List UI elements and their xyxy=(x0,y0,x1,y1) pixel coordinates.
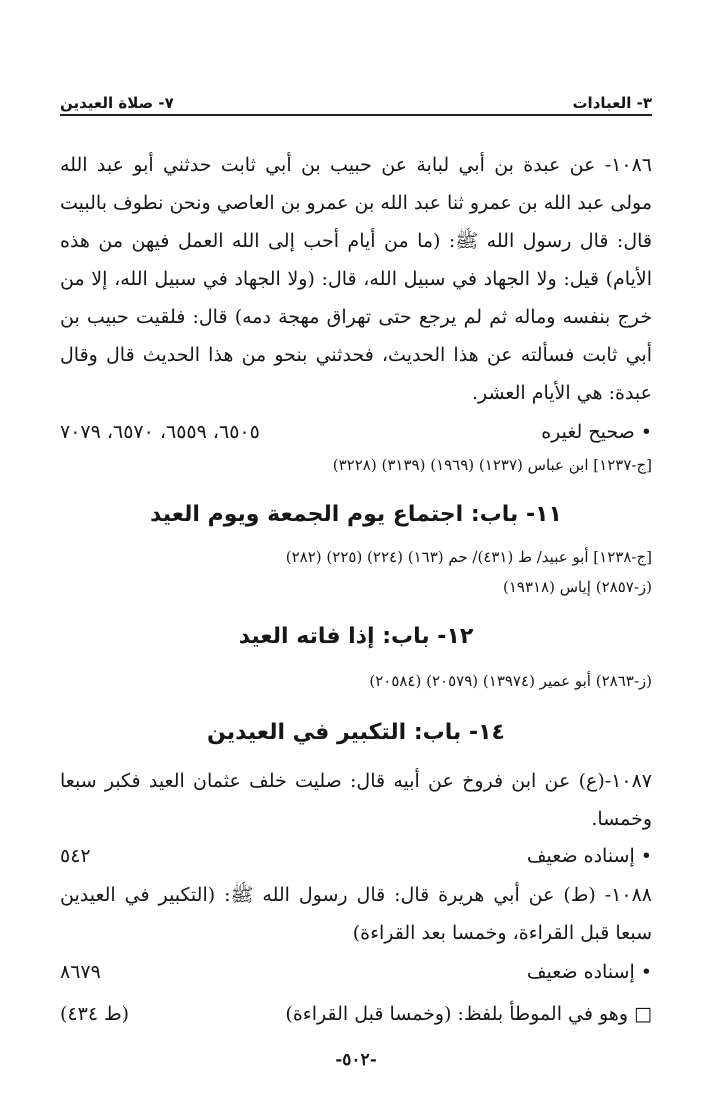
hadith-1086-text: ١٠٨٦- عن عبدة بن أبي لبابة عن حبيب بن أبي ثابت حدثني أبو عبد الله مولى عبد الله بن عمرو ثنا عبد الله بن عمرو بن العاصي ونحن نطوف بالبيت قال: قال رسول الله ﷺ: (ما من أيام أحب إلى الله العمل فيهن من هذه الأيام) قيل: ولا الجهاد في سبيل الله، قال: (ولا الجهاد في سبيل الله، إلا من خرج بنفسه وماله ثم لم يرجع حتى تهراق مهجة دمه) قال: فلقيت حبيب بن أبي ثابت فسألته عن هذا الحديث، فحدثني بنحو من هذا الحديث قال وقال عبدة: هي الأيام العشر. xyxy=(60,154,652,404)
chapter-11-title: ١١- باب: اجتماع يوم الجمعة ويوم العيد xyxy=(150,502,562,527)
hadith-1087-refs: ٥٤٢ xyxy=(60,845,91,867)
chapter-11-line-2: (ز-٢٨٥٧) إياس (١٩٣١٨) xyxy=(502,578,652,596)
chapter-12-line-1: (ز-٢٨٦٣) أبو عمير (١٣٩٧٤) (٢٠٥٧٩) (٢٠٥٨٤) xyxy=(369,672,652,690)
hadith-1088-note-ref: (ط ٤٣٤) xyxy=(60,1003,130,1025)
hadith-1088-note: □ وهو في الموطأ بلفظ: (وخمسا قبل القراءة) xyxy=(285,1003,652,1025)
hadith-1088-grade-row xyxy=(60,954,652,990)
hadith-1088-refs: ٨٦٧٩ xyxy=(60,961,101,983)
header-chapter-title: ٧- صلاة العيدين xyxy=(60,94,174,112)
hadith-1087-text: ١٠٨٧-(ع) عن ابن فروخ عن أبيه قال: صليت خلف عثمان العيد فكبر سبعا وخمسا. xyxy=(60,770,652,830)
chapter-11-line-1: [ج-١٢٣٨] أبو عبيد/ ط (٤٣١)/ حم (١٦٣) (٢٢٤) (٢٢٥) (٢٨٢) xyxy=(285,548,652,566)
page-number: -٥٠٢- xyxy=(335,1050,377,1070)
hadith-1088-grade: • إسناده ضعيف xyxy=(526,961,652,983)
hadith-1086-grade-row xyxy=(60,414,652,450)
hadith-1086-sources: [ج-١٢٣٧] ابن عباس (١٢٣٧) (١٩٦٩) (٣١٣٩) (٣٢٢٨) xyxy=(332,456,652,474)
header-section-title: ٣- العبادات xyxy=(572,94,652,112)
running-header xyxy=(60,78,652,112)
header-divider xyxy=(60,114,652,116)
hadith-1086-refs: ٦٥٠٥، ٦٥٥٩، ٦٥٧٠، ٧٠٧٩ xyxy=(60,421,260,443)
chapter-12-title: ١٢- باب: إذا فاته العيد xyxy=(238,624,474,649)
hadith-1088-text: ١٠٨٨- (ط) عن أبي هريرة قال: قال رسول الله ﷺ: (التكبير في العيدين سبعا قبل القراءة، وخمسا بعد القراءة) xyxy=(60,884,652,944)
hadith-1087-grade-row xyxy=(60,838,652,874)
hadith-1088-note-row xyxy=(60,996,652,1032)
chapter-14-title: ١٤- باب: التكبير في العيدين xyxy=(207,720,505,745)
hadith-1087-grade: • إسناده ضعيف xyxy=(526,845,652,867)
hadith-1086-grade: • صحيح لغيره xyxy=(541,421,652,443)
